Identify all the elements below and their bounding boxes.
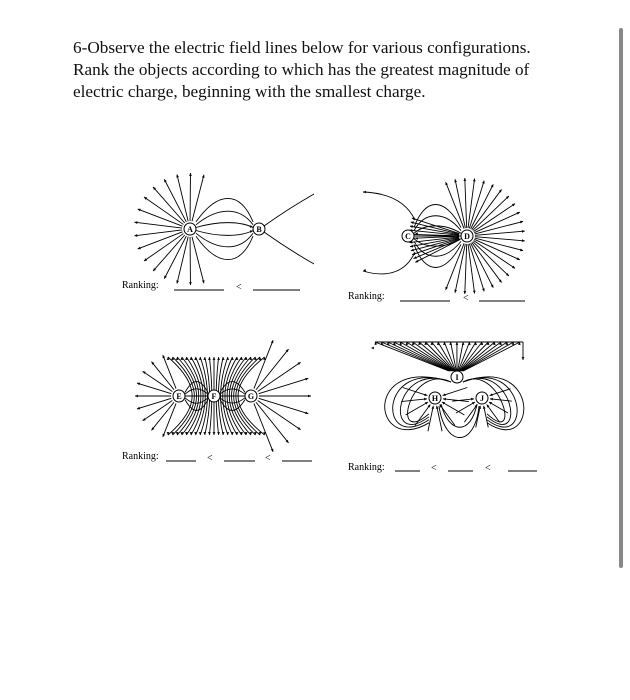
charge-label-a: A [187,225,193,234]
arrowhead [199,432,202,435]
field-line [490,389,511,396]
field-line [254,403,273,451]
arrowhead [208,357,211,360]
field-line [256,402,289,443]
field-line [446,182,464,228]
field-line [196,231,253,236]
field-line [401,399,427,402]
arrowhead [203,432,206,435]
arrowhead [199,357,202,360]
arrowhead [189,173,192,176]
arrowhead [443,393,446,396]
arrowhead [424,393,427,396]
field-line [442,402,465,415]
arrowhead [308,395,311,398]
field-line [363,192,415,220]
field-line [465,244,467,294]
ranking-label-ab: Ranking: [122,280,159,291]
field-line [144,197,183,224]
arrowhead [490,393,493,396]
field-line [264,232,314,264]
field-line [153,187,185,223]
arrowhead [363,191,366,194]
arrowhead [213,432,216,435]
charge-label-g: G [247,392,255,401]
field-line [446,243,464,289]
scrollbar[interactable] [619,28,623,568]
arrowhead [208,432,211,435]
field-line [441,404,477,427]
less-than-sign: < [431,463,437,474]
charge-label-e: E [176,392,182,401]
field-line [465,178,467,228]
less-than-sign: < [236,282,242,293]
field-lines-ab [134,173,314,285]
field-line [443,387,468,395]
field-line [411,222,460,234]
field-line [144,234,183,261]
arrowhead [217,432,220,435]
field-line [256,349,289,390]
field-line [455,244,465,293]
field-lines-efg [135,340,311,452]
less-than-sign: < [485,463,491,474]
arrowhead [464,178,467,181]
arrowhead [135,395,138,398]
field-line [153,235,185,271]
field-line [264,194,314,226]
diagram-ab [118,170,318,300]
less-than-sign: < [207,453,213,464]
charge-label-d: D [464,232,470,241]
charge-label-b: B [256,225,262,234]
arrowhead [522,239,525,242]
arrowhead [222,432,225,435]
field-line [394,342,451,371]
field-lines-cd [363,178,525,294]
ranking-label-cd: Ranking: [348,291,385,302]
diagram-cd [345,175,545,310]
charge-label-c: C [405,232,411,241]
arrowhead [226,357,229,360]
field-line [463,342,520,371]
field-line [455,179,465,228]
field-line [254,340,273,388]
charge-label-f: F [211,392,217,401]
arrowhead [189,282,192,285]
field-line [472,189,502,229]
question-text: 6-Observe the electric field lines below for various configurations. Rank the objects according to which has the greatest magnitude of electric charge, beginning with the smallest charge. [73,38,531,101]
arrowhead [217,357,220,360]
field-line [484,406,489,428]
charge-label-i: I [455,373,459,382]
charge-label-j: J [480,394,484,403]
field-line [428,406,433,431]
field-line [143,371,173,391]
field-line [375,342,449,371]
arrowhead [522,357,525,360]
diagram-hij [345,330,545,480]
charge-label-h: H [431,394,439,403]
field-line [196,223,253,228]
arrowhead [213,357,216,360]
field-line [476,406,481,428]
arrowhead [371,347,374,350]
field-line [419,342,453,371]
less-than-sign: < [265,453,271,464]
arrowhead [522,230,525,233]
field-line [137,398,171,409]
field-line [143,400,173,420]
arrowhead [226,432,229,435]
field-line [472,242,502,282]
field-line [137,383,171,394]
ranking-label-hij: Ranking: [348,462,385,473]
field-lines-hij [371,342,524,438]
diagram-efg [118,345,318,470]
field-line [363,252,415,274]
less-than-sign: < [463,293,469,304]
ranking-label-efg: Ranking: [122,451,159,462]
arrowhead [222,357,225,360]
field-line [461,342,495,371]
arrowhead [203,357,206,360]
